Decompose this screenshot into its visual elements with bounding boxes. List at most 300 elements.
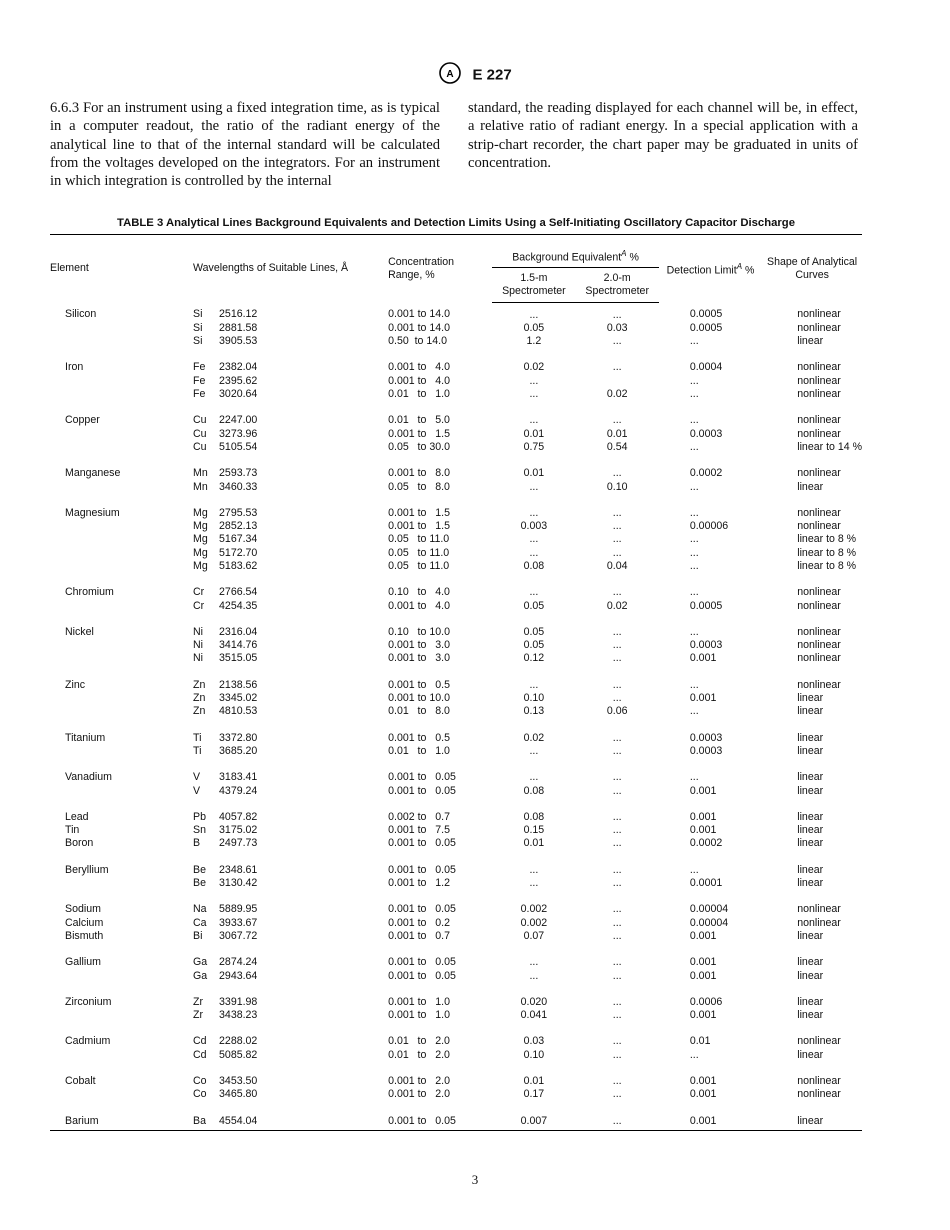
cell-background-1-5m: 0.01: [523, 1075, 545, 1087]
cell-background-2-0m: ...: [612, 916, 622, 929]
cell-wavelength: [193, 745, 388, 758]
cell-wavelength: [193, 375, 388, 388]
wavelength-value: 2316.04: [219, 625, 258, 638]
table-row: [50, 851, 862, 877]
cell-detection-limit: ...: [689, 533, 699, 546]
cell-concentration-range: 0.01 to 1.0: [388, 744, 450, 757]
element-symbol: Ba: [193, 1114, 206, 1127]
table-row: [50, 481, 862, 494]
cell-curve-shape: linear: [762, 1102, 862, 1131]
cell-concentration-range: 0.001 to 3.0: [388, 652, 450, 665]
cell-curve-shape: nonlinear: [797, 1075, 841, 1087]
cell-curve-shape: nonlinear: [797, 427, 841, 440]
table-body: [50, 302, 862, 1130]
table-row: [50, 454, 862, 480]
cell-background-1-5m: 0.17: [523, 1088, 545, 1101]
cell-background-1-5m: 0.01: [523, 467, 545, 480]
wavelength-value: 2497.73: [219, 837, 258, 850]
cell-background-2-0m: ...: [612, 969, 622, 982]
cell-detection-limit: 0.001: [659, 1102, 762, 1131]
element-symbol: Cr: [193, 599, 205, 612]
table-row: [50, 335, 862, 348]
svg-text:A: A: [446, 69, 454, 80]
cell-detection-limit: 0.001: [689, 1088, 717, 1101]
cell-concentration-range: 0.001 to 14.0: [388, 321, 450, 334]
cell-background-1-5m: 0.05: [523, 599, 545, 612]
table-row: [50, 613, 862, 639]
cell-element: [50, 441, 193, 454]
cell-curve-shape: nonlinear: [797, 639, 841, 652]
cell-detection-limit: ...: [689, 678, 699, 691]
cell-concentration-range: 0.01 to 8.0: [388, 705, 450, 718]
cell-background-1-5m: ...: [529, 546, 539, 559]
detection-label: Detection Limit: [666, 264, 737, 277]
table-row: [50, 745, 862, 758]
wavelength-value: 3020.64: [219, 388, 258, 401]
cell-element: [50, 692, 193, 705]
cell-detection-limit: 0.0001: [689, 877, 723, 890]
cell-concentration-range: 0.001 to 4.0: [388, 599, 450, 612]
element-symbol: Zn: [193, 692, 206, 705]
wavelength-value: 3345.02: [219, 692, 258, 705]
cell-background-1-5m: 0.01: [523, 837, 545, 850]
wavelength-value: 3372.80: [219, 731, 258, 744]
cell-wavelength: [193, 335, 388, 348]
cell-concentration-range: 0.001 to 0.05: [388, 863, 456, 876]
table-row: [50, 917, 862, 930]
cell-curve-shape: linear: [797, 1048, 824, 1061]
wavelength-value: 2881.58: [219, 321, 258, 334]
cell-background-1-5m: 0.05: [523, 321, 545, 334]
cell-wavelength: [193, 613, 388, 639]
cell-curve-shape: nonlinear: [797, 506, 841, 519]
cell-detection-limit: 0.0003: [689, 427, 723, 440]
cell-curve-shape: nonlinear: [797, 586, 841, 599]
cell-element: [50, 481, 193, 494]
element-symbol: Fe: [193, 374, 206, 387]
element-symbol: Sn: [193, 824, 206, 837]
cell-background-1-5m: ...: [529, 956, 539, 969]
cell-element: [50, 388, 193, 401]
cell-curve-shape: linear: [797, 731, 824, 744]
element-symbol: Ti: [193, 731, 202, 744]
cell-background-1-5m: ...: [529, 678, 539, 691]
table-row: [50, 322, 862, 335]
table-row: [50, 983, 862, 1009]
cell-concentration-range: 0.001 to 2.0: [388, 1075, 450, 1087]
cell-wavelength: [193, 441, 388, 454]
wavelength-value: 2593.73: [219, 467, 258, 480]
cell-background-1-5m: 0.08: [523, 784, 545, 797]
table-row: [50, 890, 862, 916]
element-symbol: Si: [193, 308, 203, 321]
cell-background-1-5m: 0.02: [523, 731, 545, 744]
background-unit: %: [626, 251, 639, 264]
table-row: [50, 705, 862, 718]
cell-concentration-range: 0.001 to 0.7: [388, 929, 450, 942]
cell-background-2-0m: ...: [612, 533, 622, 546]
element-symbol: Cu: [193, 440, 207, 453]
cell-detection-limit: 0.0005: [689, 321, 723, 334]
cell-background-2-0m: ...: [612, 784, 622, 797]
cell-background-2-0m: 0.01: [606, 427, 628, 440]
cell-concentration-range: 0.05 to 11.0: [388, 533, 450, 546]
cell-wavelength: [193, 824, 388, 837]
cell-element: Tin: [65, 824, 80, 837]
cell-detection-limit: 0.00004: [689, 916, 729, 929]
cell-element: Zirconium: [65, 995, 112, 1008]
cell-detection-limit: 0.001: [689, 824, 717, 837]
cell-element: [50, 335, 193, 348]
cell-background-1-5m: 0.02: [523, 361, 545, 374]
cell-curve-shape: nonlinear: [797, 308, 841, 321]
cell-background-2-0m: 0.06: [606, 705, 628, 718]
wavelength-value: 2288.02: [219, 1035, 258, 1048]
cell-background-1-5m: 0.13: [523, 705, 545, 718]
cell-wavelength: [193, 1062, 388, 1088]
cell-detection-limit: ...: [689, 586, 699, 599]
element-symbol: Co: [193, 1088, 207, 1101]
wavelength-value: 3391.98: [219, 995, 258, 1008]
cell-detection-limit: ...: [689, 374, 699, 387]
detection-footnote: A: [736, 261, 743, 271]
element-symbol: Be: [193, 877, 206, 890]
element-symbol: V: [193, 784, 201, 797]
wavelength-value: 3460.33: [219, 480, 258, 493]
cell-element: Copper: [65, 414, 100, 427]
element-symbol: Mg: [193, 533, 208, 546]
cell-background-2-0m: ...: [612, 1048, 622, 1061]
wavelength-value: 5085.82: [219, 1048, 258, 1061]
table-row: [50, 692, 862, 705]
element-symbol: Mn: [193, 480, 208, 493]
cell-background-1-5m: 0.10: [523, 1048, 545, 1061]
element-symbol: Zr: [193, 1009, 204, 1022]
cell-background-1-5m: ...: [529, 863, 539, 876]
cell-background-1-5m: ...: [529, 744, 539, 757]
element-symbol: Pb: [193, 810, 206, 823]
table-row: [50, 375, 862, 388]
cell-detection-limit: 0.0003: [689, 744, 723, 757]
table-row: [50, 758, 862, 784]
table-row: [50, 785, 862, 798]
cell-background-2-0m: ...: [612, 1088, 622, 1101]
cell-element: [50, 652, 193, 665]
cell-wavelength: [193, 1102, 388, 1131]
cell-background-2-0m: ...: [612, 361, 622, 374]
detection-unit: %: [742, 264, 755, 277]
cell-background-2-0m: ...: [612, 625, 622, 638]
cell-curve-shape: linear to 8 %: [797, 546, 857, 559]
cell-curve-shape: linear: [797, 771, 824, 784]
element-symbol: Zr: [193, 995, 204, 1008]
cell-background-1-5m: 0.003: [520, 520, 548, 533]
cell-wavelength: [193, 428, 388, 441]
cell-element: [50, 533, 193, 546]
cell-curve-shape: nonlinear: [797, 321, 841, 334]
element-symbol: Ni: [193, 625, 204, 638]
wavelength-value: 3685.20: [219, 744, 258, 757]
cell-background-2-0m: [576, 375, 659, 388]
cell-curve-shape: linear to 14 %: [797, 440, 862, 453]
cell-wavelength: [193, 692, 388, 705]
cell-wavelength: [193, 719, 388, 745]
table-row: [50, 600, 862, 613]
cell-curve-shape: nonlinear: [797, 388, 841, 401]
cell-concentration-range: 0.001 to 2.0: [388, 1088, 450, 1101]
cell-wavelength: [193, 705, 388, 718]
element-symbol: Cu: [193, 414, 207, 427]
cell-background-2-0m: 0.10: [606, 480, 628, 493]
cell-background-1-5m: 0.07: [523, 929, 545, 942]
cell-detection-limit: ...: [689, 705, 699, 718]
cell-background-1-5m: ...: [529, 480, 539, 493]
cell-curve-shape: linear: [797, 784, 824, 797]
cell-background-1-5m: 0.01: [523, 427, 545, 440]
analytical-lines-table: [50, 234, 862, 1131]
cell-concentration-range: 0.001 to 14.0: [388, 308, 450, 321]
cell-background-2-0m: ...: [612, 744, 622, 757]
cell-background-1-5m: ...: [529, 771, 539, 784]
table-row: [50, 494, 862, 520]
cell-detection-limit: 0.0005: [689, 308, 723, 321]
element-symbol: Na: [193, 903, 207, 916]
cell-background-2-0m: ...: [612, 810, 622, 823]
wavelength-value: 3414.76: [219, 639, 258, 652]
table-row: [50, 348, 862, 374]
cell-background-2-0m: ...: [612, 652, 622, 665]
cell-concentration-range: 0.001 to 0.05: [388, 956, 456, 969]
wavelength-value: 5167.34: [219, 533, 258, 546]
cell-background-2-0m: ...: [612, 335, 622, 348]
cell-wavelength: [193, 877, 388, 890]
cell-detection-limit: 0.0002: [689, 837, 723, 850]
cell-curve-shape: nonlinear: [797, 1088, 841, 1101]
cell-wavelength: [193, 533, 388, 546]
cell-curve-shape: nonlinear: [797, 467, 841, 480]
cell-curve-shape: linear: [797, 335, 824, 348]
cell-detection-limit: ...: [689, 440, 699, 453]
cell-detection-limit: 0.00006: [689, 520, 729, 533]
cell-background-2-0m: ...: [612, 877, 622, 890]
cell-background-2-0m: 0.03: [606, 321, 628, 334]
cell-curve-shape: nonlinear: [797, 374, 841, 387]
cell-curve-shape: linear: [797, 995, 824, 1008]
wavelength-value: 3905.53: [219, 335, 258, 348]
cell-curve-shape: linear: [797, 969, 824, 982]
table-row: [50, 1009, 862, 1022]
cell-curve-shape: nonlinear: [797, 625, 841, 638]
cell-background-1-5m: 0.05: [523, 639, 545, 652]
cell-curve-shape: linear: [797, 1009, 824, 1022]
body-text-left-column: 6.6.3 For an instrument using a fixed integration time, as is typical in a computer readout, the ratio of the radiant energy of the analytical line to that of the internal standard will be calculated from the voltages developed on the integrators. For an instrument in which integration is controlled by the internal: [50, 100, 440, 190]
cell-element: Cadmium: [65, 1035, 111, 1048]
cell-background-2-0m: 0.54: [606, 440, 628, 453]
cell-background-1-5m: 1.2: [526, 335, 542, 348]
cell-detection-limit: 0.001: [689, 1009, 717, 1022]
cell-concentration-range: 0.001 to 1.5: [388, 506, 450, 519]
cell-wavelength: [193, 401, 388, 427]
cell-detection-limit: ...: [689, 414, 699, 427]
element-symbol: Cr: [193, 586, 205, 599]
cell-detection-limit: 0.001: [689, 810, 717, 823]
cell-wavelength: [193, 652, 388, 665]
cell-background-1-5m: 0.10: [523, 692, 545, 705]
cell-background-2-0m: ...: [612, 678, 622, 691]
cell-detection-limit: 0.0006: [689, 995, 723, 1008]
cell-background-1-5m: 0.007: [492, 1102, 575, 1131]
wavelength-value: 3453.50: [219, 1075, 258, 1087]
cell-background-1-5m: ...: [529, 969, 539, 982]
cell-background-1-5m: 0.08: [523, 810, 545, 823]
table-row: [50, 639, 862, 652]
cell-detection-limit: ...: [689, 863, 699, 876]
cell-curve-shape: linear: [797, 824, 824, 837]
cell-curve-shape: linear: [797, 480, 824, 493]
cell-curve-shape: linear: [797, 705, 824, 718]
cell-wavelength: [193, 1022, 388, 1048]
cell-concentration-range: 0.001 to 1.2: [388, 877, 450, 890]
cell-background-2-0m: ...: [612, 506, 622, 519]
wavelength-value: 3465.80: [219, 1088, 258, 1101]
element-symbol: V: [193, 771, 201, 784]
cell-concentration-range: 0.50 to 14.0: [388, 335, 448, 348]
cell-background-2-0m: ...: [612, 546, 622, 559]
wavelength-value: 3933.67: [219, 916, 258, 929]
cell-element: [50, 1088, 193, 1101]
wavelength-value: 2395.62: [219, 374, 258, 387]
cell-background-2-0m: ...: [612, 586, 622, 599]
cell-wavelength: [193, 454, 388, 480]
cell-background-2-0m: ...: [612, 863, 622, 876]
table-row: [50, 930, 862, 943]
cell-background-2-0m: ...: [612, 837, 622, 850]
table-row: [50, 533, 862, 546]
element-symbol: Zn: [193, 678, 206, 691]
cell-wavelength: [193, 943, 388, 969]
cell-element: Cobalt: [65, 1075, 96, 1087]
cell-detection-limit: 0.001: [689, 956, 717, 969]
cell-detection-limit: ...: [689, 559, 699, 572]
cell-element: [50, 375, 193, 388]
cell-wavelength: [193, 388, 388, 401]
element-symbol: B: [193, 837, 201, 850]
element-symbol: Co: [193, 1075, 207, 1087]
cell-concentration-range: 0.05 to 11.0: [388, 546, 450, 559]
element-symbol: Ti: [193, 744, 202, 757]
column-header-detection-limit: [659, 235, 762, 303]
cell-background-1-5m: 0.002: [520, 916, 548, 929]
cell-concentration-range: 0.001 to 0.5: [388, 731, 450, 744]
cell-concentration-range: 0.001 to 0.05: [388, 1102, 492, 1131]
cell-wavelength: [193, 930, 388, 943]
cell-element: Gallium: [65, 956, 101, 969]
wavelength-value: 4254.35: [219, 599, 258, 612]
cell-concentration-range: 0.10 to 10.0: [388, 625, 450, 638]
cell-background-1-5m: ...: [529, 308, 539, 321]
table-row: [50, 652, 862, 665]
cell-element: Chromium: [65, 586, 114, 599]
cell-curve-shape: nonlinear: [797, 652, 841, 665]
table-row: [50, 441, 862, 454]
cell-background-2-0m: ...: [612, 467, 622, 480]
cell-background-2-0m: ...: [612, 771, 622, 784]
cell-background-1-5m: ...: [529, 586, 539, 599]
table-row: [50, 798, 862, 824]
cell-concentration-range: 0.01 to 1.0: [388, 388, 450, 401]
cell-detection-limit: 0.001: [689, 784, 717, 797]
cell-element: [50, 428, 193, 441]
cell-concentration-range: 0.01 to 2.0: [388, 1048, 450, 1061]
cell-element: [50, 547, 193, 560]
cell-concentration-range: 0.001 to 0.5: [388, 678, 450, 691]
cell-background-1-5m: ...: [529, 506, 539, 519]
cell-curve-shape: nonlinear: [797, 361, 841, 374]
cell-element: Iron: [65, 361, 84, 374]
cell-element: Boron: [65, 837, 94, 850]
table-row: [50, 1062, 862, 1088]
cell-element: Sodium: [65, 903, 101, 916]
cell-background-2-0m: 0.02: [606, 388, 628, 401]
element-symbol: Bi: [193, 929, 203, 942]
cell-detection-limit: ...: [689, 388, 699, 401]
column-header-background: [492, 235, 659, 268]
wavelength-value: 3067.72: [219, 929, 258, 942]
table-row: [50, 943, 862, 969]
cell-background-2-0m: ...: [612, 520, 622, 533]
cell-wavelength: [193, 851, 388, 877]
element-symbol: Ca: [193, 916, 207, 929]
table-row: [50, 970, 862, 983]
wavelength-value: 5172.70: [219, 546, 258, 559]
wavelength-value: 2382.04: [219, 361, 258, 374]
cell-element: [50, 639, 193, 652]
cell-element: [50, 1049, 193, 1062]
cell-background-2-0m: ...: [612, 1035, 622, 1048]
cell-background-1-5m: ...: [529, 388, 539, 401]
cell-element: Barium: [50, 1102, 193, 1131]
cell-background-2-0m: ...: [576, 1102, 659, 1131]
cell-detection-limit: 0.0003: [689, 639, 723, 652]
cell-wavelength: [193, 547, 388, 560]
cell-wavelength: [193, 494, 388, 520]
cell-element: Beryllium: [65, 863, 109, 876]
cell-background-1-5m: 0.03: [523, 1035, 545, 1048]
cell-curve-shape: linear: [797, 863, 824, 876]
element-symbol: Mg: [193, 506, 208, 519]
table-row: [50, 388, 862, 401]
cell-concentration-range: 0.001 to 0.05: [388, 903, 456, 916]
wavelength-value: 5105.54: [219, 440, 258, 453]
column-header-shape: Shape of Analytical Curves: [762, 235, 862, 303]
element-symbol: Si: [193, 335, 203, 348]
cell-background-1-5m: 0.041: [520, 1009, 548, 1022]
cell-element: Bismuth: [65, 929, 104, 942]
background-footnote: A: [621, 249, 627, 258]
cell-wavelength: [193, 785, 388, 798]
cell-detection-limit: ...: [689, 771, 699, 784]
cell-concentration-range: 0.001 to 4.0: [388, 374, 450, 387]
column-header-element: Element: [50, 235, 193, 303]
page-number: 3: [471, 1172, 479, 1187]
cell-curve-shape: linear: [797, 744, 824, 757]
cell-element: [50, 785, 193, 798]
cell-wavelength: [193, 348, 388, 374]
wavelength-value: 4554.04: [219, 1114, 258, 1127]
wavelength-value: 2766.54: [219, 586, 258, 599]
table-row: [50, 666, 862, 692]
cell-element: [50, 970, 193, 983]
